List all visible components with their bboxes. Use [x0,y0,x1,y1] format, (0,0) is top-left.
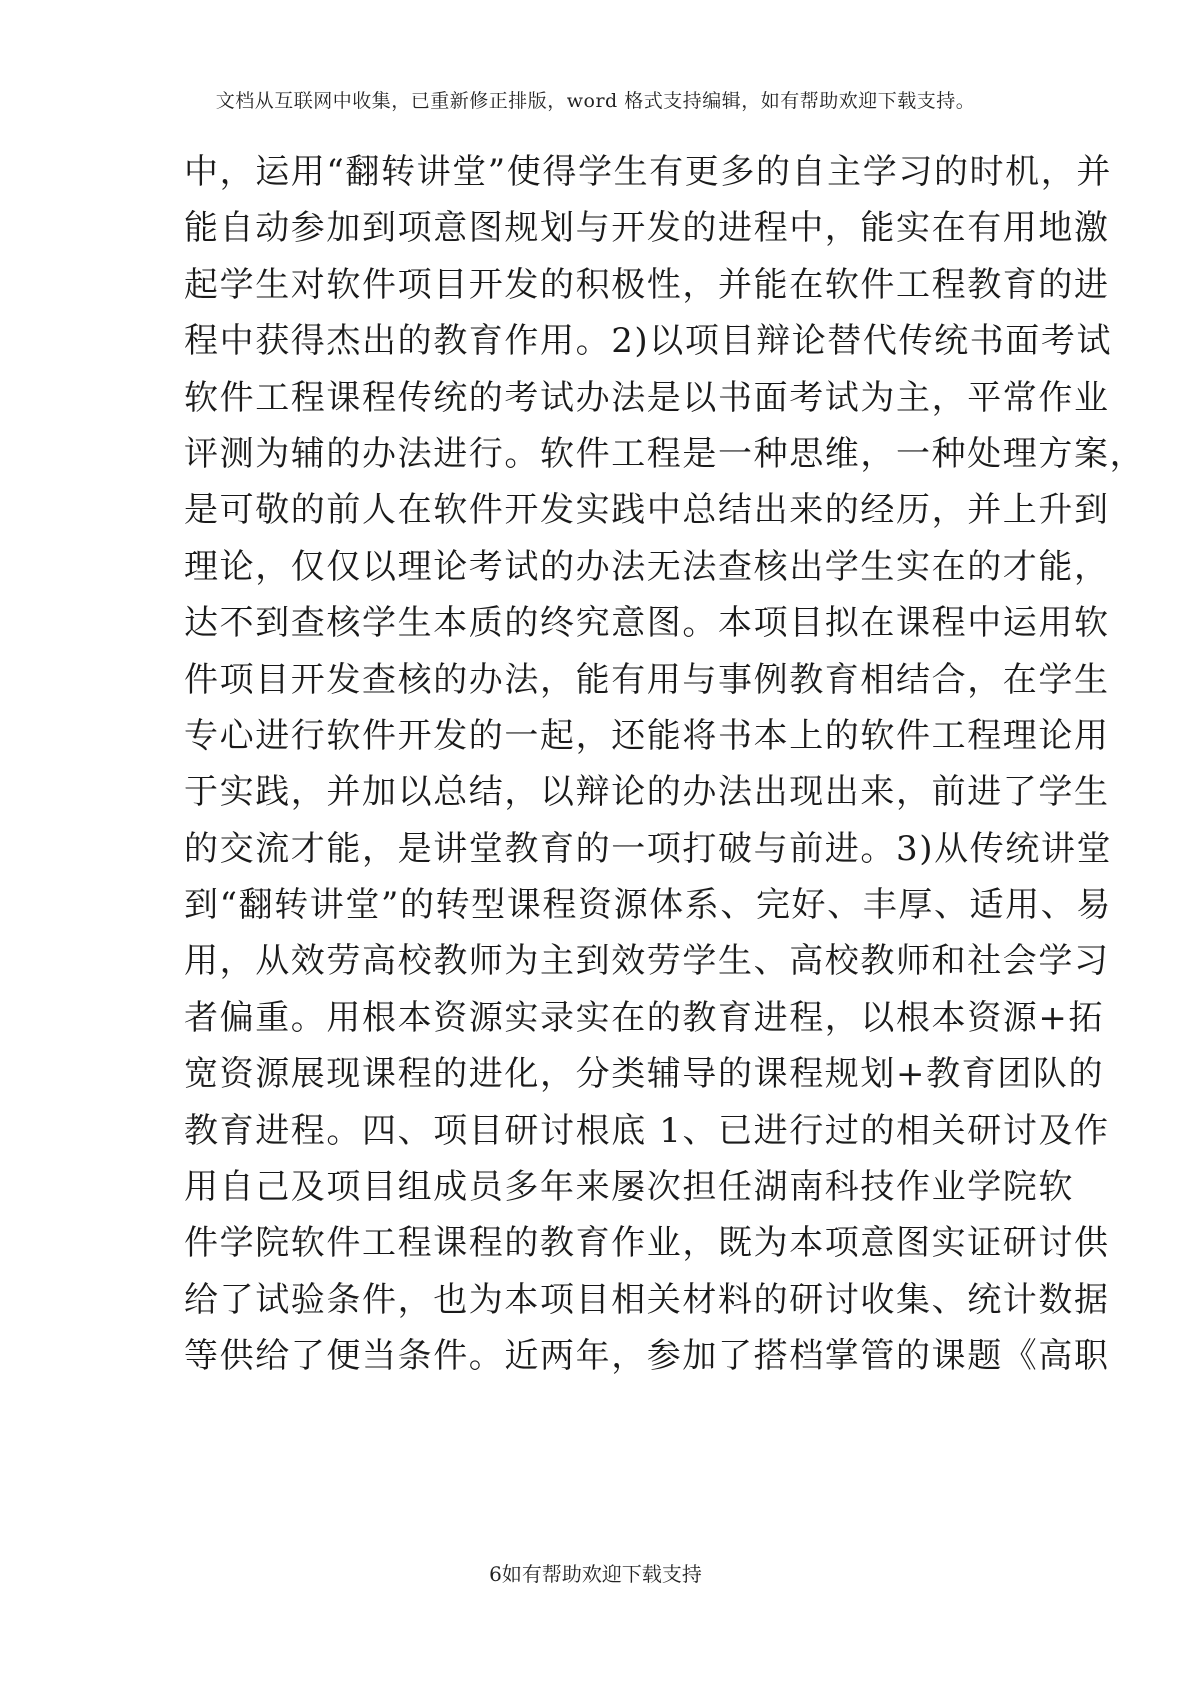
body-line: 专心进行软件开发的一起，还能将书本上的软件工程理论用 [184,715,1110,756]
body-line: 中，运用“翻转讲堂”使得学生有更多的自主学习的时机，并 [184,152,1112,192]
body-line: 达不到查核学生本质的终究意图。本项目拟在课程中运用软 [184,603,1110,644]
document-body [184,144,1146,1385]
body-line: 教育进程。四、项目研讨根底 1、已进行过的相关研讨及作 [184,1110,1110,1151]
body-line: 到“翻转讲堂”的转型课程资源体系、完好、丰厚、适用、易 [184,885,1112,926]
body-line: 起学生对软件项目开发的积极性，并能在软件工程教育的进 [184,264,1110,305]
body-line: 于实践，并加以总结，以辩论的办法出现出来，前进了学生 [184,772,1110,813]
body-line: 理论，仅仅以理论考试的办法无法查核出学生实在的才能， [184,546,1110,587]
body-line: 程中获得杰出的教育作用。2)以项目辩论替代传统书面考试 [184,321,1113,362]
body-line: 用，从效劳高校教师为主到效劳学生、高校教师和社会学习 [184,941,1110,982]
body-line: 宽资源展现课程的进化，分类辅导的课程规划+教育团队的 [184,1054,1105,1095]
body-line: 等供给了便当条件。近两年，参加了搭档掌管的课题《高职 [184,1336,1110,1377]
body-line: 者偏重。用根本资源实录实在的教育进程，以根本资源+拓 [184,997,1105,1038]
body-line: 件项目开发查核的办法，能有用与事例教育相结合，在学生 [184,659,1110,700]
body-line: 是可敬的前人在软件开发实践中总结出来的经历，并上升到 [184,490,1110,531]
body-line: 能自动参加到项意图规划与开发的进程中，能实在有用地激 [184,208,1110,249]
footer-note: 6如有帮助欢迎下载支持 [489,1562,702,1586]
body-line: 用自己及项目组成员多年来屡次担任湖南科技作业学院软 [184,1167,1074,1208]
body-line: 件学院软件工程课程的教育作业，既为本项意图实证研讨供 [184,1223,1110,1264]
body-line: 的交流才能，是讲堂教育的一项打破与前进。3)从传统讲堂 [184,828,1113,869]
body-line: 给了试验条件，也为本项目相关材料的研讨收集、统计数据 [184,1279,1110,1320]
body-line: 软件工程课程传统的考试办法是以书面考试为主，平常作业 [184,377,1110,418]
body-line: 评测为辅的办法进行。软件工程是一种思维，一种处理方案， [184,433,1146,474]
header-note: 文档从互联网中收集，已重新修正排版，word 格式支持编辑，如有帮助欢迎下载支持。 [215,90,976,112]
